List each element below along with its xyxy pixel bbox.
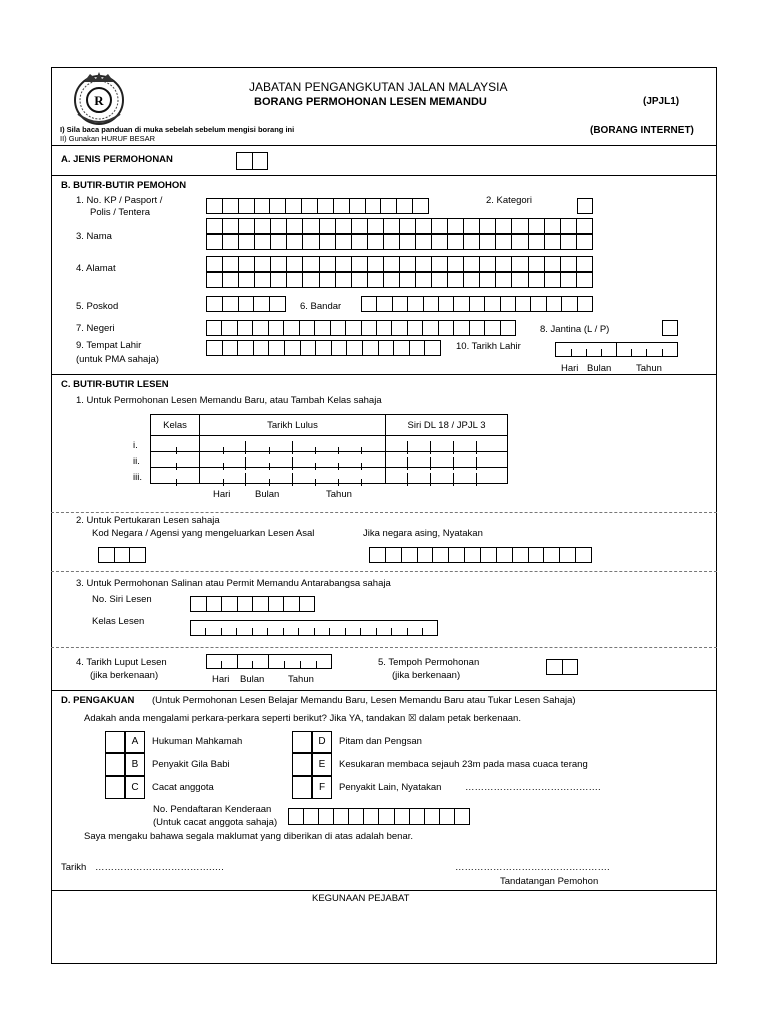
signature-dots[interactable]: …………………………………………. — [455, 862, 610, 873]
tempoh-input[interactable] — [546, 659, 578, 675]
hari-label: Hari — [213, 489, 231, 500]
agency-name: JABATAN PENGANGKUTAN JALAN MALAYSIA — [249, 80, 508, 94]
hari-label: Hari — [561, 363, 579, 374]
item-f-label: Penyakit Lain, Nyatakan — [339, 782, 442, 793]
section-d-note: (Untuk Permohonan Lesen Belajar Memandu Baru, Lesen Memandu Baru atau Tukar Lesen Sahaja) — [152, 695, 576, 706]
no-siri-input[interactable] — [190, 596, 315, 612]
tempat-lahir-input[interactable] — [206, 340, 441, 356]
item-3-label: 3. Untuk Permohonan Salinan atau Permit Memandu Antarabangsa sahaja — [76, 578, 391, 589]
row-label-i: i. — [133, 440, 138, 451]
kelas-table — [150, 414, 508, 484]
logo-letter: R — [94, 93, 104, 108]
item-f-dots[interactable]: ……………………………………. — [465, 782, 601, 793]
signature-label: Tandatangan Pemohon — [500, 876, 599, 887]
tahun-label: Tahun — [288, 674, 314, 685]
letter-f: F — [318, 782, 326, 793]
checkbox-b[interactable] — [105, 753, 125, 776]
alamat-input-line-2[interactable] — [206, 272, 593, 288]
item-d-label: Pitam dan Pengsan — [339, 736, 422, 747]
poskod-label: 5. Poskod — [76, 301, 119, 312]
item-5-label: 5. Tempoh Permohonan — [378, 657, 480, 668]
negeri-input[interactable] — [206, 320, 516, 336]
section-b-title: B. BUTIR-BUTIR PEMOHON — [61, 180, 187, 191]
kp-label: 1. No. KP / Pasport / — [76, 195, 163, 206]
jantina-input[interactable] — [662, 320, 678, 336]
negeri-label: 7. Negeri — [76, 323, 115, 334]
office-use-title: KEGUNAAN PEJABAT — [312, 893, 410, 904]
pma-note: (untuk PMA sahaja) — [76, 354, 159, 365]
divider — [51, 374, 717, 375]
negara-asing-label: Jika negara asing, Nyatakan — [363, 528, 483, 539]
checkbox-e[interactable] — [292, 753, 312, 776]
section-d-title: D. PENGAKUAN — [61, 695, 135, 706]
item-1-label: 1. Untuk Permohonan Lesen Memandu Baru, atau Tambah Kelas sahaja — [76, 395, 382, 406]
nama-input-line-1[interactable] — [206, 218, 593, 234]
kategori-label: 2. Kategori — [486, 195, 532, 206]
kenderaan-input[interactable] — [288, 808, 470, 825]
kategori-input[interactable] — [577, 198, 593, 214]
item-4-label: 4. Tarikh Luput Lesen — [76, 657, 167, 668]
nama-input-line-2[interactable] — [206, 234, 593, 250]
tarikh-dots[interactable]: ……………………………….…. — [95, 862, 224, 873]
kenderaan-label: No. Pendaftaran Kenderaan — [153, 804, 272, 815]
kelas-lesen-label: Kelas Lesen — [92, 616, 145, 627]
bulan-label: Bulan — [240, 674, 265, 685]
alamat-input-line-1[interactable] — [206, 256, 593, 272]
col-kelas: Kelas — [151, 415, 200, 436]
checkbox-d[interactable] — [292, 731, 312, 753]
item-5-note: (jika berkenaan) — [392, 670, 461, 681]
bulan-label: Bulan — [587, 363, 612, 374]
tempat-lahir-label: 9. Tempat Lahir — [76, 340, 142, 351]
bandar-label: 6. Bandar — [300, 301, 342, 312]
item-4-note: (jika berkenaan) — [90, 670, 159, 681]
letter-b: B — [131, 759, 139, 770]
divider — [51, 690, 717, 691]
item-a-label: Hukuman Mahkamah — [152, 736, 243, 747]
col-siri: Siri DL 18 / JPJL 3 — [386, 415, 508, 436]
alamat-label: 4. Alamat — [76, 263, 116, 274]
divider — [51, 890, 717, 891]
tarikh-lahir-label: 10. Tarikh Lahir — [456, 341, 521, 352]
kp-number-input[interactable] — [206, 198, 429, 214]
kenderaan-note: (Untuk cacat anggota sahaja) — [153, 817, 278, 828]
bulan-label: Bulan — [255, 489, 280, 500]
no-siri-label: No. Siri Lesen — [92, 594, 152, 605]
tarikh-label: Tarikh — [61, 862, 87, 873]
kod-negara-input[interactable] — [98, 547, 146, 563]
note-1: I) Sila baca panduan di muka sebelah sebelum mengisi borang ini — [60, 125, 295, 134]
jantina-label: 8. Jantina (L / P) — [540, 324, 610, 335]
checkbox-f[interactable] — [292, 776, 312, 799]
kod-negara-label: Kod Negara / Agensi yang mengeluarkan Lesen Asal — [92, 528, 315, 539]
negara-asing-input[interactable] — [369, 547, 592, 563]
tahun-label: Tahun — [326, 489, 352, 500]
section-c-title: C. BUTIR-BUTIR LESEN — [61, 379, 169, 390]
item-e-label: Kesukaran membaca sejauh 23m pada masa cuaca terang — [339, 759, 588, 770]
pengakuan-question: Adakah anda mengalami perkara-perkara seperti berikut? Jika YA, tandakan ☒ dalam petak berkenaan. — [84, 713, 521, 724]
letter-d: D — [318, 736, 326, 747]
kp-label-2: Polis / Tentera — [90, 207, 151, 218]
tahun-label: Tahun — [636, 363, 662, 374]
letter-c: C — [131, 782, 139, 793]
divider — [51, 145, 717, 146]
jpj-crest-logo — [70, 70, 128, 128]
item-2-label: 2. Untuk Pertukaran Lesen sahaja — [76, 515, 220, 526]
hari-label: Hari — [212, 674, 230, 685]
dashed-divider — [51, 512, 717, 513]
letter-e: E — [318, 759, 326, 770]
col-tarikh-lulus: Tarikh Lulus — [200, 415, 386, 436]
form-title: BORANG PERMOHONAN LESEN MEMANDU — [254, 96, 487, 108]
row-label-iii: iii. — [133, 472, 142, 483]
note-2: II) Gunakan HURUF BESAR — [60, 134, 156, 143]
checkbox-c[interactable] — [105, 776, 125, 799]
dashed-divider — [51, 647, 717, 648]
bandar-input[interactable] — [361, 296, 593, 312]
item-b-label: Penyakit Gila Babi — [152, 759, 230, 770]
letter-a: A — [131, 736, 139, 747]
row-label-ii: ii. — [133, 456, 140, 467]
poskod-input[interactable] — [206, 296, 286, 312]
declaration-text: Saya mengaku bahawa segala maklumat yang diberikan di atas adalah benar. — [84, 831, 414, 842]
jenis-permohonan-input[interactable] — [236, 152, 268, 170]
item-c-label: Cacat anggota — [152, 782, 214, 793]
dashed-divider — [51, 571, 717, 572]
nama-label: 3. Nama — [76, 231, 112, 242]
checkbox-a[interactable] — [105, 731, 125, 753]
divider — [51, 175, 717, 176]
form-type: (BORANG INTERNET) — [590, 125, 694, 136]
section-a-title: A. JENIS PERMOHONAN — [61, 154, 173, 165]
form-code: (JPJL1) — [643, 96, 680, 107]
